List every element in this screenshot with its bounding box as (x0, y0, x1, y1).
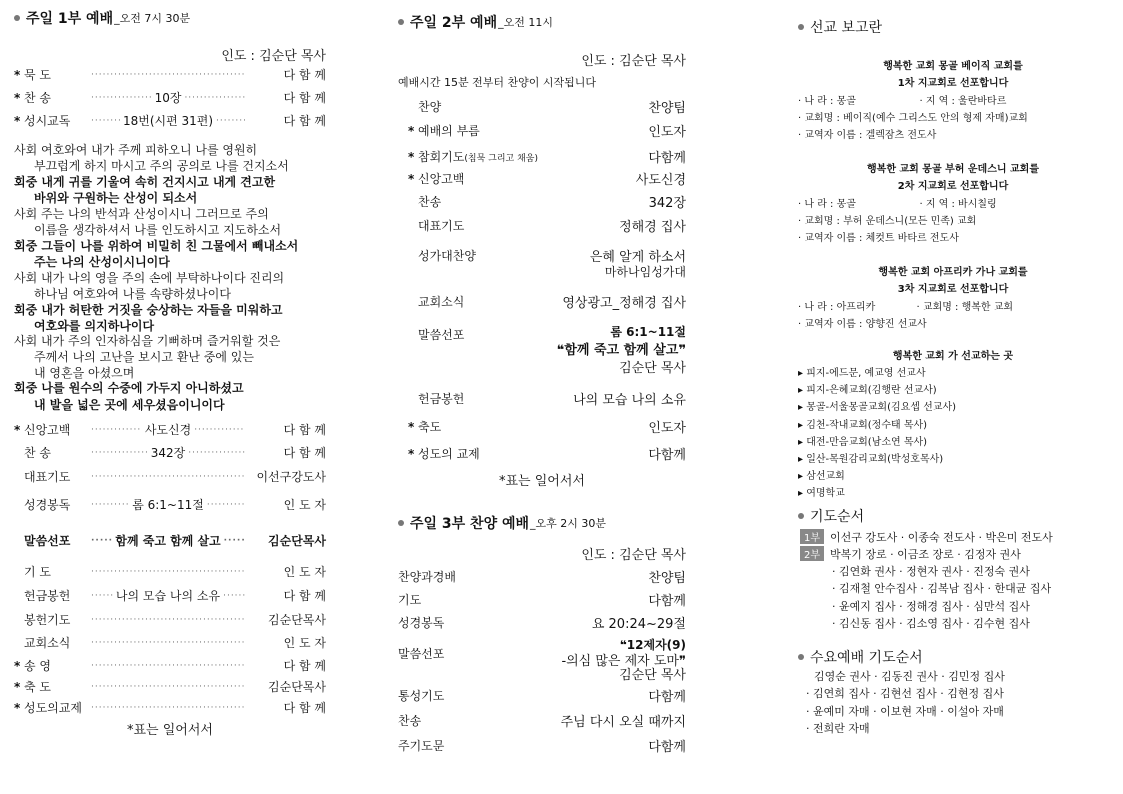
order-left (398, 712, 421, 729)
mission-heading: 행복한 교회 몽골 베이직 교회를 (883, 61, 1023, 72)
order-left (398, 687, 444, 704)
bullet-icon (398, 520, 404, 526)
responsive-line: 바위와 구원하는 산성이 되소서 (34, 191, 198, 205)
order-label: 예배의 부름 (418, 124, 480, 138)
mission-detail: · 나 라 : 아프리카 · 교회명 : 행복한 교회 (798, 302, 1014, 313)
responsive-line: 주께서 나의 고난을 보시고 환난 중에 있는 (34, 350, 254, 364)
order-row (398, 217, 686, 234)
star-marker: * (408, 420, 415, 434)
order-value: 요 20:24~29절 (591, 617, 686, 632)
order-value: 다 함 께 (283, 423, 326, 437)
order-left (398, 390, 464, 407)
star-marker: * (408, 124, 415, 138)
leader-dots (223, 591, 245, 601)
order-label: 헌금봉헌 (418, 392, 465, 406)
service2-choir-name: 마하나임성가대 (604, 264, 686, 279)
service2-news-value: 영상광고_정해경 집사 (562, 296, 686, 311)
mission-detail: · 교역자 이름 : 겔렉잠츠 전도사 (798, 130, 937, 141)
service1-leader: 인도 : 김순단 목사 (221, 49, 326, 64)
order-value: 다함께 (648, 151, 686, 166)
service3-sermon-subtitle: -의심 많은 제자 도마❞ (561, 654, 686, 669)
leader-dots (184, 93, 245, 103)
service2-title: 주일 2부 예배 (410, 15, 498, 31)
service2-sermon-title: ❝함께 죽고 함께 살고❞ (556, 342, 686, 358)
order-row (14, 634, 326, 651)
order-row (398, 122, 686, 139)
order-label: 축 도 (24, 680, 51, 694)
bullet-icon (798, 654, 804, 660)
order-value: 김순단목사 (268, 613, 326, 627)
order-value: 342장 (648, 196, 686, 211)
order-label: 축도 (418, 420, 442, 434)
service2-leader: 인도 : 김순단 목사 (581, 54, 686, 69)
order-label: 헌금봉헌 (24, 589, 71, 603)
wednesday-header (798, 647, 1108, 667)
order-label: 봉헌기도 (24, 613, 71, 627)
order-left (398, 614, 444, 631)
order-row (398, 98, 686, 115)
order-value: 사도신경 (635, 173, 686, 188)
order-row (14, 699, 326, 716)
order-row (14, 421, 326, 438)
order-left (398, 217, 464, 234)
order-label: 성경봉독 (24, 498, 71, 512)
prayer-row: · 김신동 집사 · 김소영 집사 · 김수현 집사 (832, 616, 1030, 630)
leader-dots (91, 116, 120, 126)
leader-dots (207, 500, 245, 510)
order-label: 대표기도 (24, 470, 71, 484)
tag-1bu: 1부 (800, 529, 824, 544)
order-label: 찬송 (418, 195, 442, 209)
order-value: 다 함 께 (283, 701, 326, 715)
supported-item: ▸ 대전-만음교회(남소연 목사) (798, 436, 928, 448)
prayer-row-1 (800, 529, 1108, 545)
order-value: 다함께 (648, 690, 686, 705)
star-marker: * (408, 172, 415, 186)
star-marker: * (14, 90, 21, 105)
order-row (398, 148, 686, 165)
supported-item: ▸ 피지-은혜교회(김행란 선교사) (798, 385, 937, 397)
order-value: 다 함 께 (283, 68, 326, 82)
responsive-line: 주는 나의 산성이시니이다 (34, 255, 170, 269)
supported-item: ▸ 김천-작내교회(정수태 목사) (798, 419, 928, 431)
order-left (398, 445, 480, 462)
prayer-row2-text: 박복기 장로 · 이금조 장로 · 김정자 권사 (830, 548, 1021, 561)
responsive-line: 회중 그들이 나를 위하여 비밀히 친 그물에서 빼내소서 (14, 239, 299, 253)
responsive-line: 사회 내가 나의 영을 주의 손에 부탁하나이다 진리의 (14, 271, 285, 285)
leader-dots (91, 70, 245, 80)
order-row (14, 657, 326, 674)
order-left (398, 122, 480, 139)
order-value: 다 함 께 (283, 659, 326, 673)
star-marker: * (14, 700, 21, 715)
order-row (398, 568, 686, 585)
prayer-header (798, 506, 1108, 526)
service1-time: _오전 7시 30분 (114, 12, 191, 25)
leader-dots (216, 116, 245, 126)
service1-title: 주일 1부 예배 (26, 11, 114, 27)
order-label: 성경봉독 (398, 616, 445, 630)
mission-heading: 행복한 교회 아프리카 가나 교회를 (878, 267, 1028, 278)
supported-item: ▸ 몽골-서울몽골교회(김요셉 선교사) (798, 402, 957, 414)
order-left (398, 170, 464, 187)
service3-sermon-title: ❝12제자(9) (619, 638, 686, 652)
star-marker: * (408, 150, 415, 164)
order-value: 김순단목사 (268, 534, 326, 548)
order-value: 인 도 자 (283, 498, 327, 512)
order-label: 통성기도 (398, 689, 445, 703)
service2-sermon-label: 말씀선포 (418, 328, 465, 342)
order-row (398, 687, 686, 704)
order-row (14, 66, 326, 83)
service2-sermon-preacher: 김순단 목사 (619, 360, 686, 376)
bullet-icon (798, 24, 804, 30)
order-label: 대표기도 (418, 219, 465, 233)
order-row (398, 591, 686, 608)
order-value: 김순단목사 (268, 680, 326, 694)
wednesday-row: 김영순 권사 · 김동진 권사 · 김민정 집사 (814, 670, 1005, 683)
order-left (398, 591, 421, 608)
service3-leader: 인도 : 김순단 목사 (581, 548, 686, 563)
order-label: 찬양 (418, 100, 442, 114)
order-label: 찬송 (398, 714, 422, 728)
order-label: 참회기도 (418, 150, 465, 164)
order-label: 찬양과경배 (398, 570, 456, 584)
order-detail: 10장 (154, 91, 182, 105)
order-row (14, 468, 326, 485)
responsive-line: 사회 내가 주의 인자하심을 기뻐하며 즐거워할 것은 (14, 334, 281, 348)
wednesday-title: 수요예배 기도순서 (810, 650, 923, 666)
order-label: 신앙고백 (24, 423, 71, 437)
leader-dots (91, 591, 113, 601)
service1-note: *표는 일어서서 (127, 723, 213, 738)
star-marker: * (14, 422, 21, 437)
responsive-line: 사회 여호와여 내가 주께 피하오니 나를 영원히 (14, 143, 258, 157)
order-label: 찬 송 (24, 91, 51, 105)
order-label: 묵 도 (24, 68, 51, 82)
service2-note: *표는 일어서서 (499, 474, 585, 489)
order-value: 인도자 (648, 421, 686, 436)
mission-heading: 행복한 교회 몽골 부허 운데스니 교회를 (867, 164, 1039, 175)
star-marker: * (14, 67, 21, 82)
service2-choir-label: 성가대찬양 (418, 248, 476, 263)
order-value: 다 함 께 (283, 446, 326, 460)
responsive-line: 회중 나를 원수의 수중에 가두지 아니하셨고 (14, 381, 244, 395)
order-row (14, 678, 326, 695)
prayer-row-2 (800, 546, 1108, 562)
leader-dots (91, 703, 245, 713)
order-detail: 나의 모습 나의 소유 (115, 589, 221, 603)
supported-item: ▸ 여명학교 (798, 488, 845, 500)
order-label: 교회소식 (24, 636, 71, 650)
supported-item: ▸ 일산-목원감리교회(박성호목사) (798, 454, 944, 465)
order-detail: 342장 (150, 446, 186, 460)
responsive-line: 내 발을 넓은 곳에 세우셨음이니이다 (34, 398, 225, 412)
leader-dots (91, 536, 112, 546)
mission-subheading: 1차 지교회로 선포합니다 (897, 78, 1009, 89)
order-detail: 사도신경 (144, 423, 192, 437)
order-label: 성도의 교제 (418, 447, 480, 461)
responsive-line: 이름을 생각하셔서 나를 인도하시고 지도하소서 (34, 223, 282, 237)
order-label: 신앙고백 (418, 172, 465, 186)
order-value: 다함께 (648, 448, 686, 463)
responsive-line: 내 영혼을 아셨으며 (34, 366, 135, 380)
responsive-line: 하나님 여호와여 나를 속량하셨나이다 (34, 287, 231, 301)
order-row (14, 444, 326, 461)
prayer-row: · 김연화 권사 · 정현자 권사 · 진정숙 권사 (832, 565, 1030, 578)
order-row (14, 611, 326, 628)
order-value: 인 도 자 (283, 636, 326, 650)
order-row (14, 496, 326, 513)
supported-item: ▸ 삼선교회 (798, 471, 845, 483)
prayer-row1-text: 이선구 강도사 · 이종숙 전도사 · 박은미 전도사 (830, 531, 1053, 544)
order-label: 찬 송 (24, 446, 51, 460)
order-left (398, 568, 456, 585)
order-value: 다 함 께 (283, 114, 326, 128)
responsive-line: 회중 내게 귀를 기울여 속히 건지시고 내게 견고한 (14, 175, 276, 189)
order-row (14, 587, 326, 604)
tag-2bu: 2부 (800, 546, 824, 561)
mission-detail: · 교역자 이름 : 체컷트 바타르 전도사 (798, 233, 959, 244)
bullet-icon (798, 513, 804, 519)
order-value: 주님 다시 오실 때까지 (560, 715, 686, 730)
order-value: 나의 모습 나의 소유 (573, 393, 686, 408)
star-marker: * (14, 679, 21, 694)
order-detail: 18번(시편 31편) (122, 114, 214, 128)
service3-sermon-preacher: 김순단 목사 (619, 668, 686, 683)
bullet-icon (14, 15, 20, 21)
order-left (398, 193, 441, 210)
wednesday-row: · 윤예미 자매 · 이보현 자매 · 이설아 자매 (806, 704, 1004, 718)
supported-item: ▸ 피지-에드문, 예교영 선교사 (798, 368, 926, 379)
prayer-title: 기도순서 (810, 509, 865, 525)
mission-detail: · 교역자 이름 : 양향진 선교사 (798, 319, 927, 330)
order-row (398, 193, 686, 210)
service2-news-label: 교회소식 (418, 295, 465, 309)
order-value: 다함께 (648, 594, 686, 609)
leader-dots (91, 500, 129, 510)
order-left (398, 148, 538, 165)
leader-dots (194, 425, 245, 435)
star-marker: * (408, 447, 415, 461)
order-value: 다 함 께 (283, 91, 326, 105)
order-row (398, 390, 686, 407)
order-label: 성시교독 (24, 114, 71, 128)
responsive-line: 회중 내가 허탄한 거짓을 숭상하는 자들을 미워하고 (14, 303, 283, 317)
order-label: 말씀선포 (24, 534, 71, 548)
order-row (398, 445, 686, 462)
star-marker: * (14, 113, 21, 128)
order-row (14, 563, 326, 580)
order-label: 기도 (398, 593, 422, 607)
order-row (398, 170, 686, 187)
mission-detail: · 교회명 : 부허 운데스니(모든 민족) 교회 (798, 216, 977, 227)
order-sublabel: (침묵 그리고 채움) (464, 154, 538, 164)
mission-subheading: 2차 지교회로 선포합니다 (897, 181, 1009, 192)
mission-subheading: 3차 지교회로 선포합니다 (897, 284, 1009, 295)
order-label: 성도의교제 (24, 701, 82, 715)
leader-dots (91, 638, 245, 648)
service3-sermon-label: 말씀선포 (398, 647, 445, 661)
order-value: 다 함 께 (283, 589, 326, 603)
order-left (398, 737, 444, 754)
order-value: 찬양팀 (648, 571, 686, 586)
order-row (398, 614, 686, 631)
star-marker: * (14, 658, 21, 673)
leader-dots (188, 448, 245, 458)
leader-dots (91, 567, 245, 577)
prayer-row: · 김재철 안수집사 · 김복남 집사 · 한대균 집사 (832, 582, 1052, 596)
service2-choir-song: 은혜 알게 하소서 (589, 249, 686, 265)
responsive-line: 사회 주는 나의 반석과 산성이시니 그러므로 주의 (14, 207, 269, 221)
order-left (398, 418, 441, 435)
leader-dots (91, 661, 245, 671)
order-row (398, 712, 686, 729)
leader-dots (91, 472, 245, 482)
leader-dots (91, 425, 142, 435)
mission-detail: · 나 라 : 몽골 · 지 역 : 바시칠링 (798, 199, 997, 210)
order-value: 찬양팀 (648, 101, 686, 116)
order-row (398, 418, 686, 435)
order-value: 다함께 (648, 740, 686, 755)
service3-time: _오후 2시 30분 (530, 517, 607, 530)
bullet-icon (398, 19, 404, 25)
responsive-line: 부끄럽게 하지 마시고 주의 공의로 나를 건지소서 (34, 159, 289, 173)
leader-dots (91, 448, 148, 458)
service2-sermon-scripture: 롬 6:1~11절 (610, 324, 686, 339)
order-row (398, 737, 686, 754)
service2-time: _오전 11시 (498, 16, 553, 29)
leader-dots (91, 615, 245, 625)
leader-dots (91, 682, 245, 692)
order-row (14, 112, 326, 129)
missions-title: 선교 보고란 (810, 20, 883, 36)
order-value: 이선구강도사 (256, 470, 326, 484)
mission-detail: · 교회명 : 베이직(예수 그리스도 안의 형제 자매)교회 (798, 113, 1028, 124)
wednesday-row: · 전희란 자매 (806, 721, 870, 735)
responsive-line: 여호와를 의지하나이다 (34, 319, 155, 333)
order-row (14, 532, 326, 549)
order-value: 인도자 (648, 125, 686, 140)
order-left (398, 98, 441, 115)
service2-intro: 예배시간 15분 전부터 찬양이 시작됩니다 (398, 75, 596, 89)
order-row (14, 89, 326, 106)
service2-header (398, 12, 686, 32)
order-label: 주기도문 (398, 739, 445, 753)
supported-title: 행복한 교회 가 선교하는 곳 (892, 351, 1014, 362)
order-detail: 함께 죽고 함께 살고 (115, 534, 221, 548)
leader-dots (224, 536, 245, 546)
missions-header (798, 17, 1108, 37)
service3-header (398, 513, 686, 533)
service1-header (14, 8, 326, 28)
mission-detail: · 나 라 : 몽골 · 지 역 : 울란바타르 (798, 96, 1007, 107)
order-value: 정해경 집사 (619, 220, 686, 235)
wednesday-row: · 김연희 집사 · 김현선 집사 · 김현정 집사 (806, 687, 1004, 701)
prayer-row: · 윤예지 집사 · 정해경 집사 · 심만석 집사 (832, 599, 1030, 613)
service3-title: 주일 3부 찬양 예배 (410, 516, 530, 532)
order-label: 송 영 (24, 659, 51, 673)
order-detail: 롬 6:1~11절 (132, 498, 204, 512)
order-value: 인 도 자 (283, 565, 326, 579)
leader-dots (91, 93, 152, 103)
order-label: 기 도 (24, 565, 51, 579)
